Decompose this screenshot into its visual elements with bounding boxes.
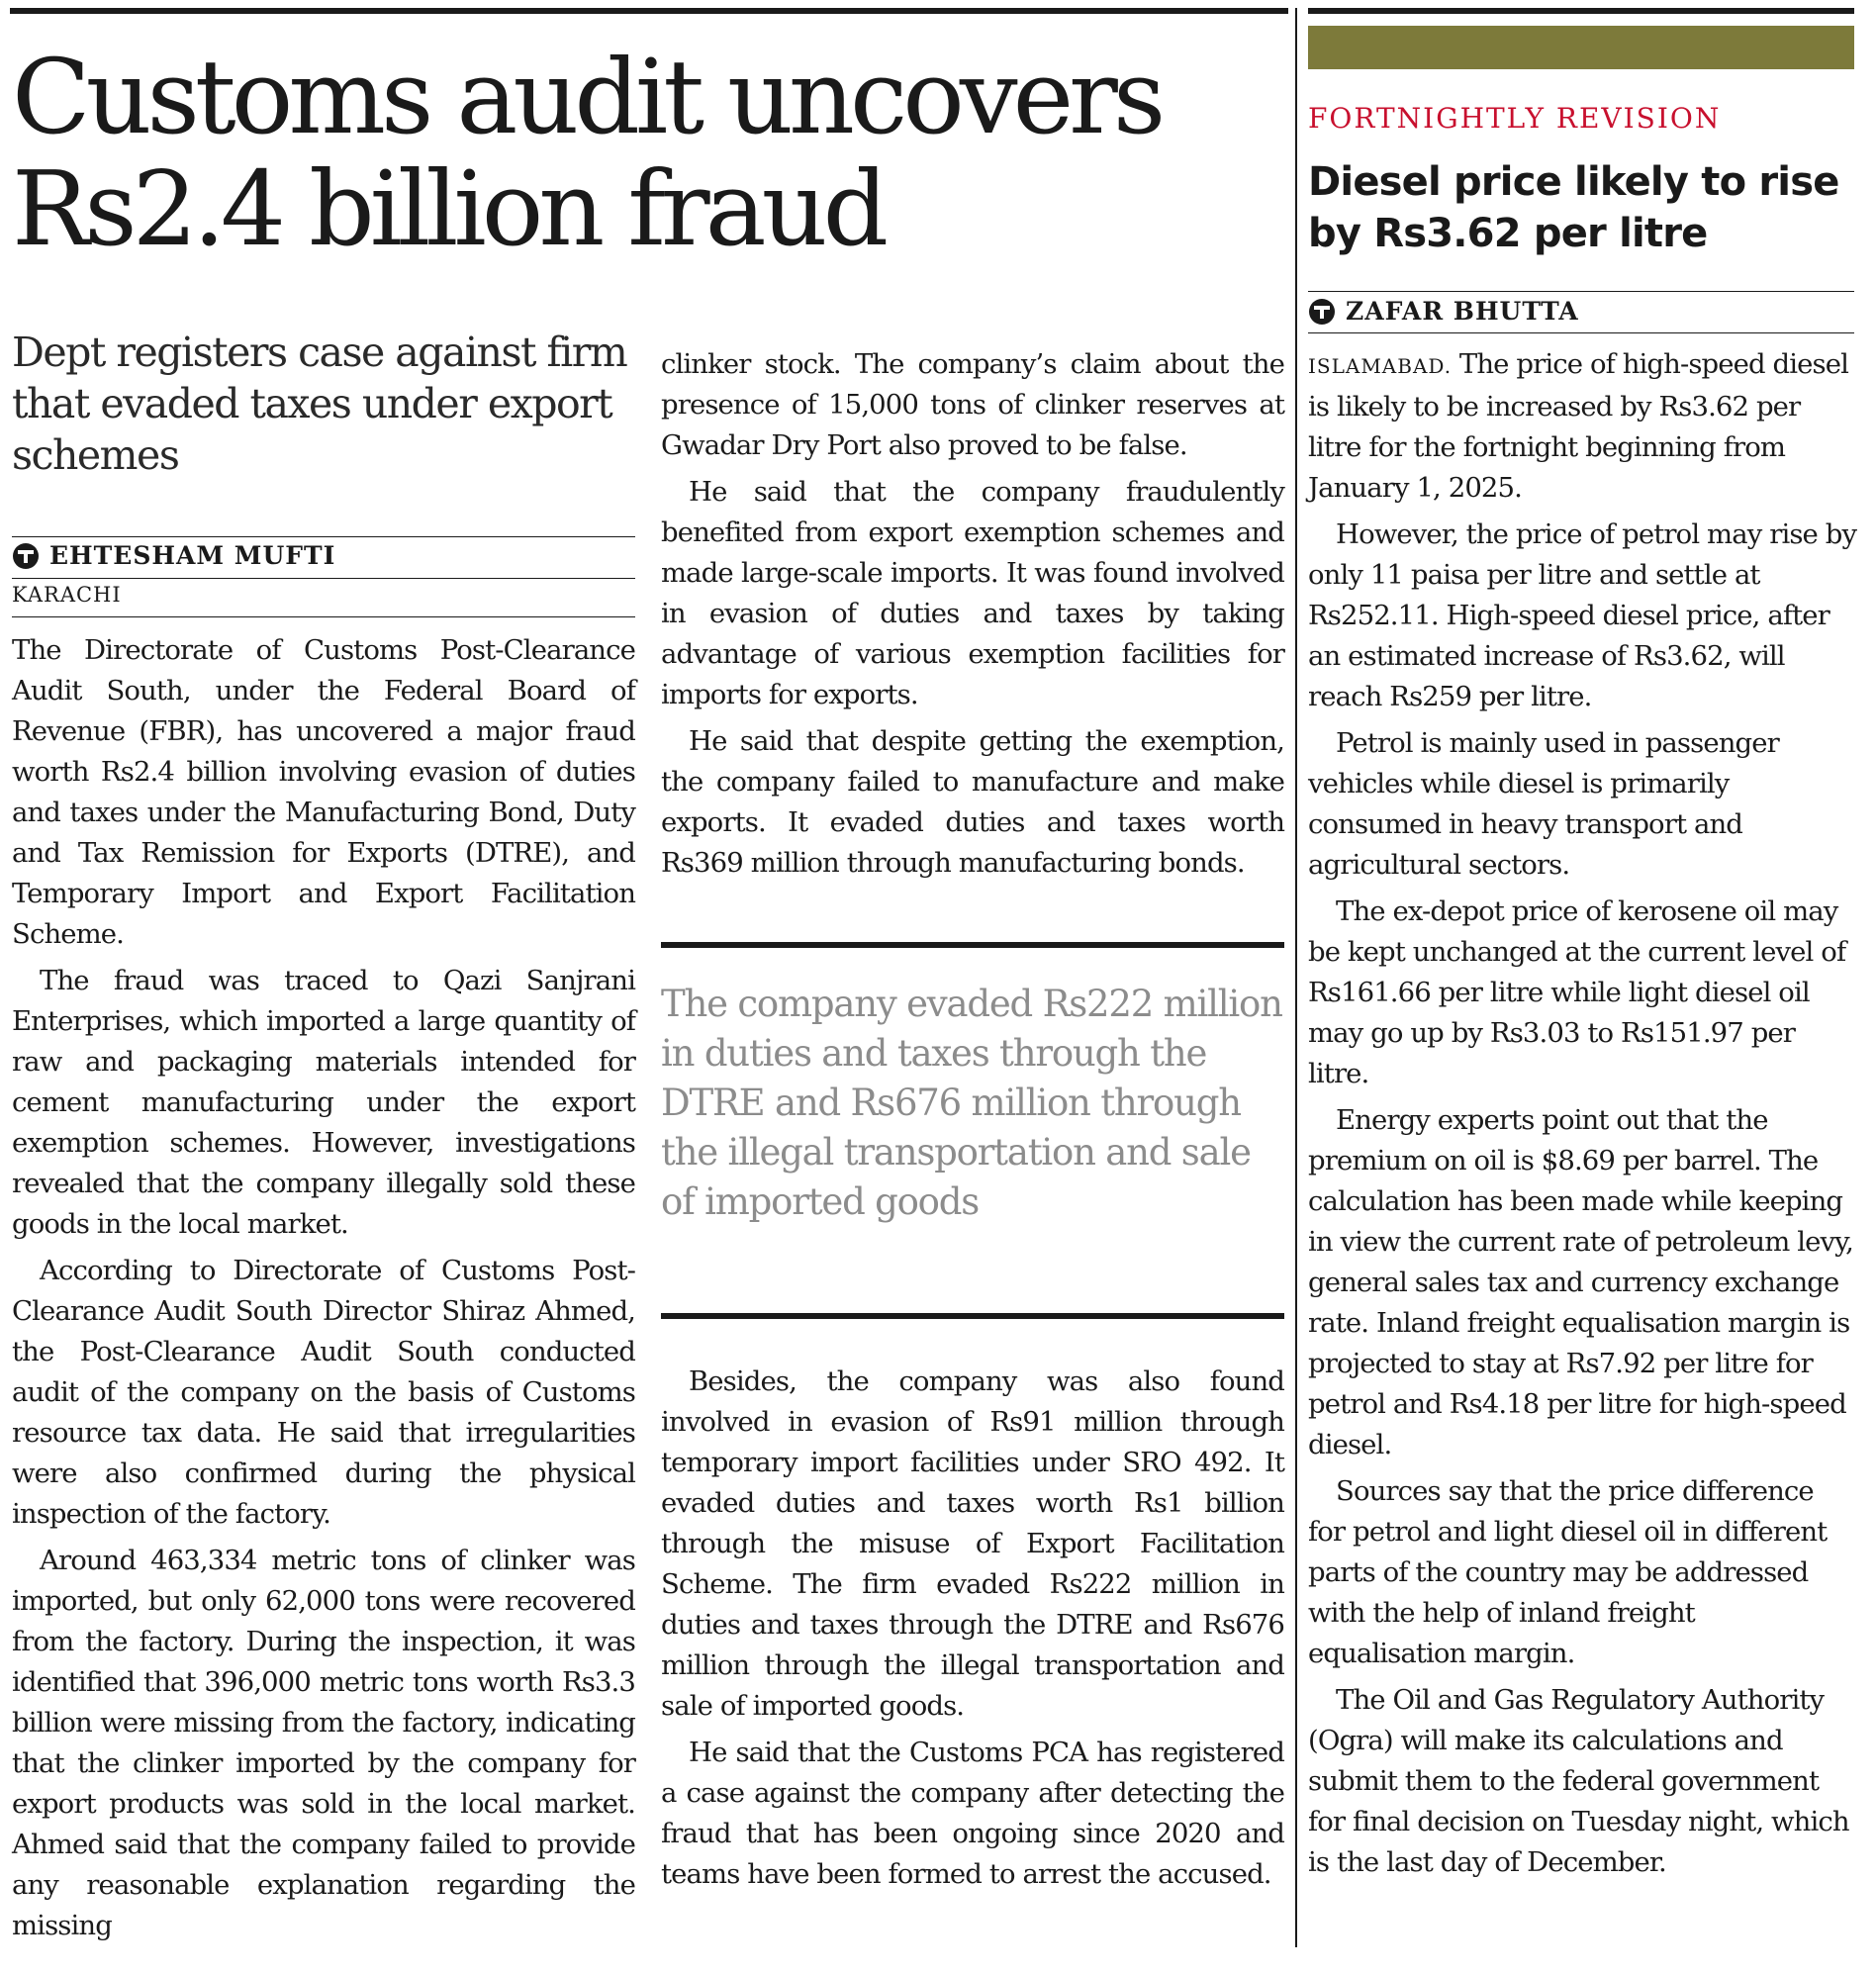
side-author: ZAFAR BHUTTA xyxy=(1346,297,1579,326)
main-paragraph: He said that the company fraudulently benefited from export exemption schemes and made large-scale imports. It was found involved in evasion of duties and taxes by taking advantage of various exemption facilities for imports for exports. xyxy=(661,476,1284,710)
main-paragraph: He said that the Customs PCA has registered a case against the company after detecting the fraud that has been ongoing since 2020 and teams have been formed to arrest the accused. xyxy=(661,1737,1284,1890)
side-paragraph: The Oil and Gas Regulatory Authority (Ogra) will make its calculations and submit them to the federal government for final decision on Tuesday night, which is the last day of December. xyxy=(1308,1684,1849,1878)
main-dateline: KARACHI xyxy=(12,583,122,607)
side-paragraph: Sources say that the price difference for petrol and light diesel oil in different parts of the country may be addressed with the help of inland freight equalisation margin. xyxy=(1308,1475,1828,1669)
top-rule-side xyxy=(1308,8,1854,14)
side-byline-rule-top xyxy=(1308,291,1854,292)
column-divider xyxy=(1295,8,1297,1947)
byline-rule-top xyxy=(12,536,635,537)
top-rule-main xyxy=(10,8,1288,14)
main-byline xyxy=(12,541,335,570)
main-headline: Customs audit uncovers Rs2.4 billion fraud xyxy=(12,37,1162,269)
side-paragraph: However, the price of petrol may rise by only 11 paisa per litre and settle at Rs252.11. High-speed diesel price, after an estimated increase of Rs3.62, will reach Rs259 per litre. xyxy=(1308,518,1857,712)
side-paragraph: Energy experts point out that the premium on oil is $8.69 per barrel. The calculation has been made while keeping in view the current rate of petroleum levy, general sales tax and currency exchange rate. Inland freight equalisation margin is projected to stay at Rs7.92 per litre for petrol and Rs4.18 per litre for high-speed diesel. xyxy=(1308,1104,1853,1460)
olive-banner xyxy=(1308,26,1854,69)
main-paragraph: He said that despite getting the exemption, the company failed to manufacture and make exports. It evaded duties and taxes worth Rs369 million through manufacturing bonds. xyxy=(661,725,1284,879)
main-column-1 xyxy=(12,630,635,1946)
side-kicker: FORTNIGHTLY REVISION xyxy=(1308,102,1722,135)
side-byline-rule-bottom xyxy=(1308,332,1854,333)
side-byline xyxy=(1308,297,1579,326)
side-column xyxy=(1308,344,1857,1883)
main-subheadline: Dept registers case against firm that evaded taxes under export schemes xyxy=(12,329,627,479)
main-author: EHTESHAM MUFTI xyxy=(49,541,336,570)
main-paragraph: clinker stock. The company’s claim about the presence of 15,000 tons of clinker reserves at Gwadar Dry Port also proved to be false. xyxy=(661,348,1284,461)
tribune-t-icon xyxy=(1308,298,1336,326)
byline-rule-mid xyxy=(12,578,635,579)
main-paragraph: According to Directorate of Customs Post-Clearance Audit South Director Shiraz Ahmed, the Post-Clearance Audit South conducted audit of the company on the basis of Customs resource tax data. He said that irregularities were also confirmed during the physical inspection of the factory. xyxy=(12,1255,635,1530)
pullquote: The company evaded Rs222 million in duties and taxes through the DTRE and Rs676 million through the illegal transportation and sale of imported goods xyxy=(661,983,1282,1223)
main-paragraph: The Directorate of Customs Post-Clearance Audit South, under the Federal Board of Revenue (FBR), has uncovered a major fraud worth Rs2.4 billion involving evasion of duties and taxes under the Manufacturing Bond, Duty and Tax Remission for Exports (DTRE), and Temporary Import and Export Facilitation Scheme. xyxy=(12,634,635,950)
side-paragraph: Petrol is mainly used in passenger vehicles while diesel is primarily consumed in heavy transport and agricultural sectors. xyxy=(1308,727,1779,881)
main-paragraph: Besides, the company was also found involved in evasion of Rs91 million through temporary import facilities under SRO 492. It evaded duties and taxes worth Rs1 billion through the misuse of Export Facilitation Scheme. The firm evaded Rs222 million in duties and taxes through the DTRE and Rs676 million through the illegal transportation and sale of imported goods. xyxy=(661,1365,1284,1722)
main-paragraph: The fraud was traced to Qazi Sanjrani Enterprises, which imported a large quantity of raw and packaging materials intended for cement manufacturing under the export exemption schemes. However, investigations revealed that the company illegally sold these goods in the local market. xyxy=(12,965,635,1240)
main-column-2-top xyxy=(661,344,1284,884)
pullquote-rule-top xyxy=(661,942,1284,948)
byline-rule-bottom xyxy=(12,616,635,617)
side-paragraph: The ex-depot price of kerosene oil may be kept unchanged at the current level of Rs161.66 per litre while light diesel oil may go up by Rs3.03 to Rs151.97 per litre. xyxy=(1308,895,1846,1089)
tribune-t-icon xyxy=(12,542,40,570)
main-paragraph: Around 463,334 metric tons of clinker was imported, but only 62,000 tons were recovered from the factory. During the inspection, it was identified that 396,000 metric tons worth Rs3.3 billion were missing from the factory, indicating that the clinker imported by the company for export products was sold in the local market. Ahmed said that the company failed to provide any reasonable explanation regarding the missing xyxy=(12,1545,635,1941)
side-paragraph xyxy=(1308,344,1857,509)
side-dateline: ISLAMABAD. xyxy=(1308,354,1453,378)
side-headline: Diesel price likely to rise by Rs3.62 per litre xyxy=(1308,159,1839,256)
main-column-2-bottom xyxy=(661,1362,1284,1895)
pullquote-rule-bottom xyxy=(661,1313,1284,1319)
side-lead-text: The price of high-speed diesel is likely to be increased by Rs3.62 per litre for the fortnight beginning from January 1, 2025. xyxy=(1308,348,1849,504)
